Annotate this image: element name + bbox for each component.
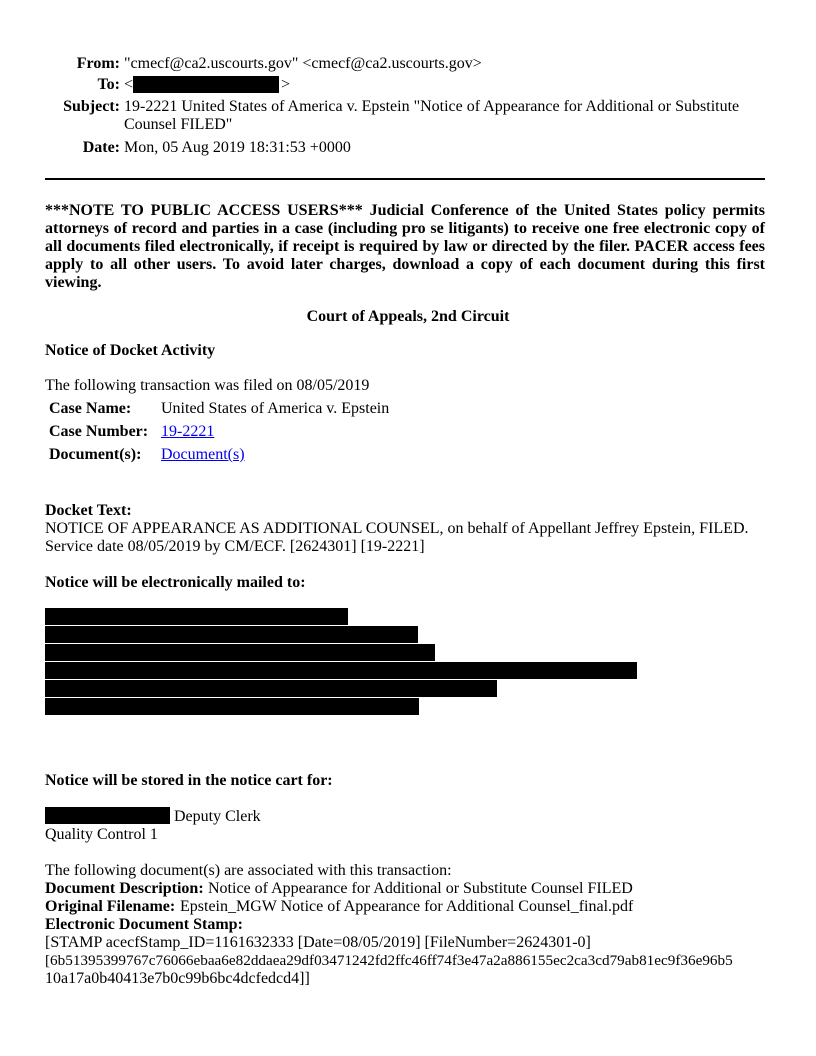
stamp-line-3: 10a17a0b40413e7b0c99b6bc4dcfedcd4]] [45, 970, 310, 987]
subject-label: Subject: [63, 98, 120, 115]
quality-control: Quality Control 1 [45, 826, 158, 843]
case-number-link[interactable]: 19-2221 [161, 423, 215, 440]
documents-link[interactable]: Document(s) [161, 446, 245, 463]
redacted-recipient [133, 76, 279, 93]
case-name-label: Case Name: [49, 400, 132, 417]
to-close-bracket: > [281, 76, 291, 93]
mailed-heading: Notice will be electronically mailed to: [45, 574, 306, 591]
to-open-bracket: < [124, 76, 134, 93]
public-access-notice: ***NOTE TO PUBLIC ACCESS USERS*** Judicial Conference of the United States policy permits attorneys of record and parties in a case (including pro se litigants) to receive one free electronic copy of all documents filed electronically, if receipt is required by law or directed by the filer. PACER access fees apply to all other users. To avoid later charges, download a copy of each document during this first viewing. [45, 202, 765, 291]
stamp-line-2: [6b51395399767c76066ebaa6e82ddaea29df03471242fd2ffc46ff74f3e47a2a886155ec2ca3cd79ab81ec9f36e96b5 [45, 952, 733, 969]
stamp-line-1: [STAMP acecfStamp_ID=1161632333 [Date=08/05/2019] [FileNumber=2624301-0] [45, 934, 591, 951]
case-number-label: Case Number: [49, 423, 149, 440]
date-label: Date: [82, 139, 120, 156]
docket-text-heading: Docket Text: [45, 502, 132, 519]
docket-text-line-1: NOTICE OF APPEARANCE AS ADDITIONAL COUNSEL, on behalf of Appellant Jeffrey Epstein, FILED. [45, 520, 749, 537]
redacted-recipient-line [45, 680, 497, 697]
documents-label: Document(s): [49, 446, 142, 463]
from-value: "cmecf@ca2.uscourts.gov" <cmecf@ca2.uscourts.gov> [124, 55, 482, 72]
notice-cart-heading: Notice will be stored in the notice cart for: [45, 772, 333, 789]
docket-text-line-2: Service date 08/05/2019 by CM/ECF. [2624301] [19-2221] [45, 538, 425, 555]
docket-activity-heading: Notice of Docket Activity [45, 342, 216, 359]
court-title: Court of Appeals, 2nd Circuit [306, 308, 510, 325]
redacted-recipient-line [45, 662, 637, 679]
filed-line: The following transaction was filed on 08/05/2019 [45, 377, 370, 394]
doc-description-label: Document Description: [45, 880, 204, 897]
redacted-clerk-name [45, 807, 170, 824]
doc-description-value: Notice of Appearance for Additional or Substitute Counsel FILED [208, 880, 633, 897]
header-divider [45, 178, 765, 180]
associated-docs-line: The following document(s) are associated with this transaction: [45, 862, 452, 879]
redacted-recipient-line [45, 698, 419, 715]
subject-line-1: 19-2221 United States of America v. Epstein "Notice of Appearance for Additional or Substitute [124, 98, 740, 115]
from-label: From: [76, 55, 120, 72]
original-filename-label: Original Filename: [45, 898, 176, 915]
original-filename-value: Epstein_MGW Notice of Appearance for Additional Counsel_final.pdf [180, 898, 634, 915]
redacted-recipient-line [45, 626, 418, 643]
redacted-recipient-line [45, 608, 348, 625]
date-value: Mon, 05 Aug 2019 18:31:53 +0000 [124, 139, 351, 156]
deputy-clerk-label: Deputy Clerk [174, 808, 261, 825]
subject-line-2: Counsel FILED" [124, 116, 233, 133]
to-label: To: [97, 76, 120, 93]
redacted-recipient-line [45, 644, 435, 661]
case-name-value: United States of America v. Epstein [161, 400, 390, 417]
stamp-label: Electronic Document Stamp: [45, 916, 243, 933]
